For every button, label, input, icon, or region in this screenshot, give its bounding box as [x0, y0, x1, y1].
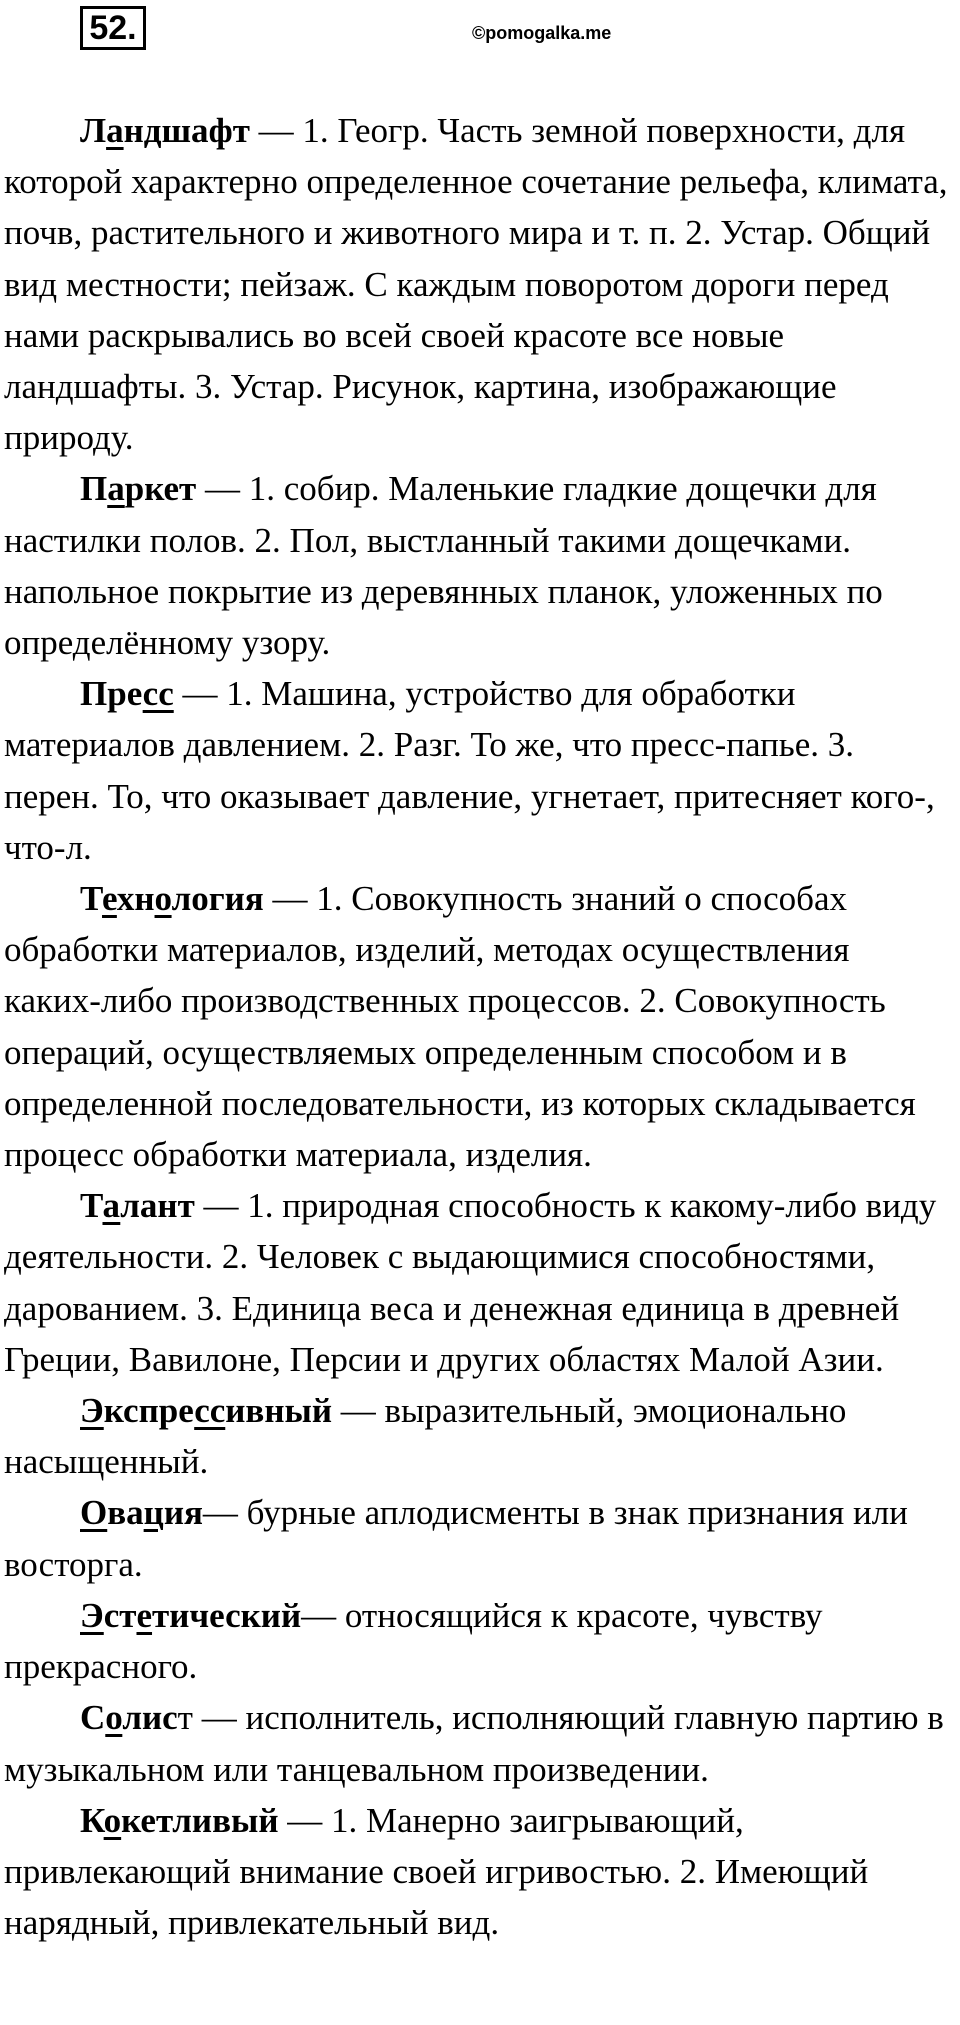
definition: — 1. Манерно заигрывающий, привлекающий внимание своей игривостью. 2. Имеющий нарядный, привлекательный вид.	[4, 1800, 869, 1943]
entry-talant	[4, 1180, 954, 1385]
term-part: Пре	[80, 674, 143, 714]
definition: — 1. собир. Маленькие гладкие дощечки для настилки полов. 2. Пол, выстланный такими дощечками. напольное покрытие из деревянных планок, уложенных по определённому узору.	[4, 469, 883, 663]
watermark: ©pomogalka.me	[472, 23, 612, 43]
definition: — бурные аплодисменты в знак признания или восторга.	[4, 1493, 908, 1584]
term-part: ст	[103, 1595, 137, 1635]
term-part: П	[80, 469, 108, 509]
term-part: лант	[120, 1186, 195, 1226]
term	[80, 1801, 279, 1840]
term-part: хн	[116, 879, 155, 919]
term-part-underlined: а	[102, 1186, 121, 1226]
term-part: ва	[107, 1493, 144, 1533]
term-part-underlined: сс	[142, 674, 174, 714]
term-part: ркет	[124, 469, 197, 509]
term	[80, 879, 264, 918]
term-part: ндшафт	[123, 111, 250, 150]
term-part-underlined: сс	[194, 1391, 226, 1431]
term-part-underlined: о	[103, 1800, 122, 1840]
entry-koketlivyy	[4, 1795, 954, 1949]
entry-parket	[4, 463, 954, 668]
term-part: кспре	[103, 1391, 195, 1431]
term-part-underlined: а	[106, 111, 124, 150]
term-part-underlined: Э	[80, 1391, 104, 1431]
term	[80, 469, 196, 508]
definition: — выразительный, эмоционально насыщенный.	[4, 1391, 847, 1482]
term-part-underlined: е	[136, 1595, 153, 1635]
definition: — 1. Геогр. Часть земной поверхности, для которой характерно определенное сочетание рельефа, климата, почв, растительного и животного мира и т. п. 2. Устар. Общий вид местности; пейзаж. С каждым поворотом дороги перед нами раскрывались во всей своей красоте все новые ландшафты. 3. Устар. Рисунок, картина, изображающие природу.	[4, 111, 948, 458]
term	[80, 111, 250, 150]
term-part-underlined: а	[107, 469, 125, 509]
term-part-underlined: о	[154, 879, 172, 919]
term-part: С	[80, 1698, 106, 1738]
definition: — исполнитель, исполняющий главную партию в музыкальном или танцевальном произведении.	[4, 1698, 944, 1789]
term	[80, 1186, 195, 1225]
term-part-underlined: Э	[80, 1595, 104, 1635]
term	[80, 1698, 178, 1737]
term	[80, 674, 174, 713]
definition: — 1. Совокупность знаний о способах обработки материалов, изделий, методах осуществления каких-либо производственных процессов. 2. Совокупность операций, осуществляемых определенным способом и в определенной последовательности, из которых складывается процесс обработки материала, изделия.	[4, 879, 916, 1175]
entry-press	[4, 668, 954, 873]
term	[80, 1596, 301, 1635]
entry-solist	[4, 1692, 954, 1794]
entry-ovatsiya	[4, 1487, 954, 1589]
term-part: ивный	[225, 1391, 332, 1431]
term	[80, 1391, 332, 1430]
entry-landshaft	[4, 105, 954, 463]
entry-tekhnologiya	[4, 873, 954, 1180]
definition: — 1. природная способность к какому-либо виду деятельности. 2. Человек с выдающимися способностями, дарованием. 3. Единица веса и денежная единица в древней Греции, Вавилоне, Персии и других областях Малой Азии.	[4, 1186, 937, 1379]
term-part-underlined: е	[102, 879, 117, 919]
entry-ekspressivnyy	[4, 1385, 954, 1487]
term-part-underlined: ц	[143, 1493, 164, 1533]
term-part-underlined: о	[105, 1698, 123, 1738]
definition: — 1. Машина, устройство для обработки материалов давлением. 2. Разг. То же, что пресс-папье. 3. перен. То, что оказывает давление, угнетает, притесняет кого-, что-л.	[4, 674, 935, 867]
definition: — относящийся к красоте, чувству прекрасного.	[4, 1595, 823, 1687]
term-part: К	[80, 1800, 104, 1840]
dictionary-entries	[4, 105, 954, 1948]
term	[80, 1493, 203, 1532]
term-tail: т	[177, 1698, 193, 1738]
term-part: кетливый	[121, 1800, 279, 1840]
term-part: Т	[80, 1186, 103, 1226]
term-part: тический	[152, 1595, 302, 1635]
term-part: Т	[80, 879, 103, 919]
term-part: ия	[163, 1493, 203, 1533]
term-part: логия	[171, 879, 264, 919]
term-part: лис	[122, 1698, 178, 1738]
exercise-number: 52.	[80, 6, 146, 50]
entry-esteticheskiy	[4, 1590, 954, 1692]
term-part-underlined: О	[80, 1493, 108, 1533]
term-part: Л	[80, 111, 107, 150]
